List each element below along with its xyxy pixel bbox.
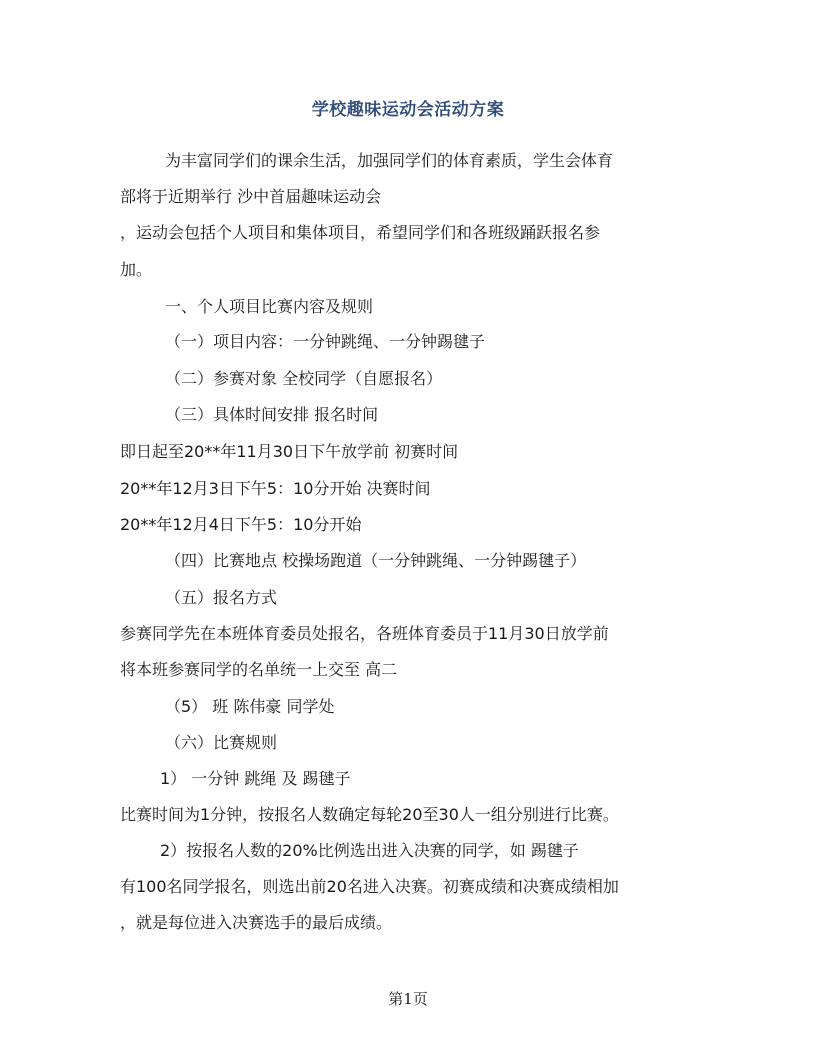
rule-1-detail-line: 比赛时间为1分钟，按报名人数确定每轮20至30人一组分别进行比赛。	[120, 805, 619, 824]
schedule-prelim-line: 20**年12月3日下午5：10分开始 决赛时间	[120, 479, 431, 498]
paragraph-line-3: ，运动会包括个人项目和集体项目，希望同学们和各班级踊跃报名参	[120, 223, 601, 242]
paragraph-line-2: 部将于近期举行 沙中首届趣味运动会	[120, 187, 382, 206]
item-schedule-line: （三）具体时间安排 报名时间	[165, 405, 379, 424]
paragraph-line-4: 加。	[120, 260, 153, 279]
registration-detail-line-3: （5） 班 陈伟豪 同学处	[165, 697, 335, 716]
item-content-line: （一）项目内容：一分钟跳绳、一分钟踢毽子	[165, 332, 486, 351]
document-title: 学校趣味运动会活动方案	[311, 100, 505, 120]
item-rules-line: （六）比赛规则	[165, 733, 278, 752]
rule-2-line: 2）按报名人数的20%比例选出进入决赛的同学，如 踢毽子	[160, 841, 579, 860]
item-registration-method-line: （五）报名方式	[165, 588, 278, 607]
schedule-registration-line: 即日起至20**年11月30日下午放学前 初赛时间	[120, 442, 459, 461]
page-number: 第1页	[388, 990, 428, 1008]
rule-2-detail-line-2: ，就是每位进入决赛选手的最后成绩。	[120, 913, 393, 932]
registration-detail-line-1: 参赛同学先在本班体育委员处报名，各班体育委员于11月30日放学前	[120, 624, 609, 643]
item-venue-line: （四）比赛地点 校操场跑道（一分钟跳绳、一分钟踢毽子）	[165, 551, 587, 570]
paragraph-line-1: 为丰富同学们的课余生活，加强同学们的体育素质，学生会体育	[165, 151, 614, 170]
rule-1-line: 1） 一分钟 跳绳 及 踢毽子	[160, 769, 351, 788]
rule-2-detail-line-1: 有100名同学报名，则选出前20名进入决赛。初赛成绩和决赛成绩相加	[120, 877, 619, 896]
item-participants-line: （二）参赛对象 全校同学（自愿报名）	[165, 369, 443, 388]
section-heading-1: 一、个人项目比赛内容及规则	[165, 297, 374, 316]
schedule-final-line: 20**年12月4日下午5：10分开始	[120, 515, 362, 534]
registration-detail-line-2: 将本班参赛同学的名单统一上交至 高二	[120, 660, 398, 679]
